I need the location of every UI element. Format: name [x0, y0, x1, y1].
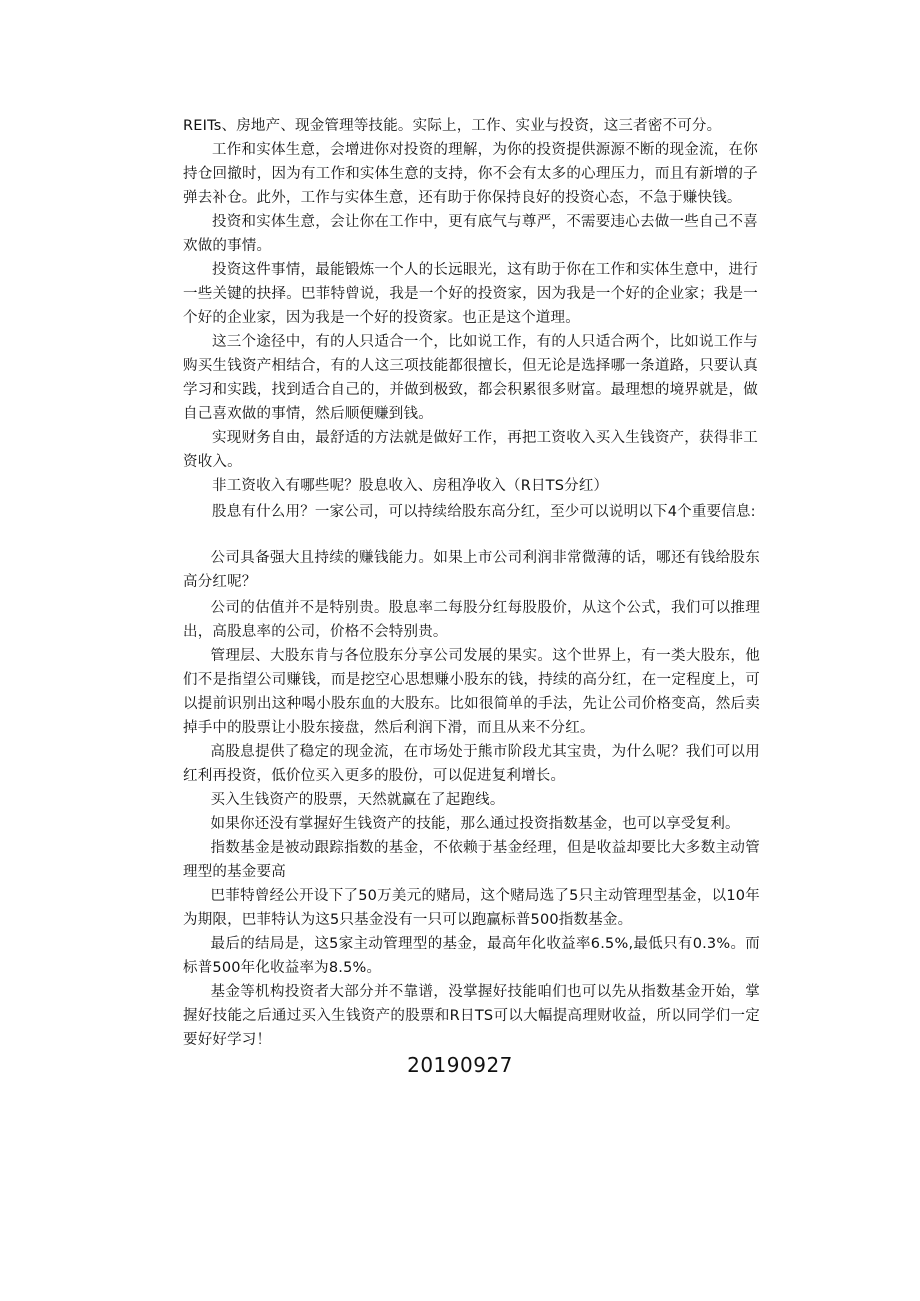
paragraph-three-paths: 这三个途径中，有的人只适合一个，比如说工作，有的人只适合两个，比如说工作与购买生钱资产相结合，有的人这三项技能都很擅长，但无论是选择哪一条道路，只要认真学习和实践，找到适合自己的，并做到极致，都会积累很多财富。最理想的境界就是，做自己喜欢做的事情，然后顺便赚到钱。 — [183, 334, 758, 422]
paragraph-financial-freedom: 实现财务自由，最舒适的方法就是做好工作，再把工资收入买入生钱资产，获得非工资收入。 — [183, 430, 758, 470]
paragraph-buffett-bet: 巴菲特曾经公开设下了50万美元的赌局，这个赌局选了5只主动管理型基金，以10年为期限，巴菲特认为这5只基金没有一只可以跑赢标普500指数基金。 — [183, 888, 760, 928]
paragraph-starting-line: 买入生钱资产的股票，天然就赢在了起跑线。 — [210, 792, 505, 808]
paragraph-management: 管理层、大股东肯与各位股东分享公司发展的果实。这个世界上，有一类大股东，他们不是指望公司赚钱，而是挖空心思想赚小股东的钱，持续的高分红，在一定程度上，可以提前识别出这种喝小股东血的大股东。比如很简单的手法，先让公司价格变高，然后卖掉手中的股票让小股东接盘，然后利润下滑，而且从来不分红。 — [183, 648, 760, 736]
paragraph-index-fund-definition: 指数基金是被动跟踪指数的基金，不依赖于基金经理，但是收益却要比大多数主动管理型的基金要高 — [183, 840, 760, 880]
paragraph-work-business: 工作和实体生意，会增进你对投资的理解，为你的投资提供源源不断的现金流，在你持仓回撤时，因为有工作和实体生意的支持，你不会有太多的心理压力，而且有新增的子弹去补仓。此外，工作与实体生意，还有助于你保持良好的投资心态，不急于赚快钱。 — [183, 142, 758, 206]
document-date: 20190927 — [407, 1053, 513, 1077]
paragraph-high-dividend-cashflow: 高股息提供了稳定的现金流，在市场处于熊市阶段尤其宝贵，为什么呢？我们可以用红利再投资，低价位买入更多的股份，可以促进复利增长。 — [183, 744, 760, 784]
paragraph-non-wage-income: 非工资收入有哪些呢？股息收入、房租净收入（R日TS分红） — [212, 478, 609, 494]
paragraph-valuation: 公司的估值并不是特别贵。股息率二每股分红每股股价，从这个公式，我们可以推理出，高股息率的公司，价格不会特别贵。 — [183, 600, 760, 640]
paragraph-earning-power: 公司具备强大且持续的赚钱能力。如果上市公司利润非常微薄的话，哪还有钱给股东高分红呢？ — [183, 550, 760, 590]
paragraph-investment-dignity: 投资和实体生意，会让你在工作中，更有底气与尊严，不需要违心去做一些自己不喜欢做的事情。 — [183, 214, 758, 254]
paragraph-long-term-view: 投资这件事情，最能锻炼一个人的长远眼光，这有助于你在工作和实体生意中，进行一些关键的抉择。巴菲特曾说，我是一个好的投资家，因为我是一个好的企业家；我是一个好的企业家，因为我是一个好的投资家。也正是这个道理。 — [183, 262, 758, 326]
paragraph-index-fund-compound: 如果你还没有掌握好生钱资产的技能，那么通过投资指数基金，也可以享受复利。 — [210, 816, 740, 832]
paragraph-bet-result: 最后的结局是，这5家主动管理型的基金，最高年化收益率6.5%,最低只有0.3%。而标普500年化收益率为8.5%。 — [183, 936, 760, 976]
paragraph-reits: REITs、房地产、现金管理等技能。实际上，工作、实业与投资，这三者密不可分。 — [183, 118, 722, 134]
paragraph-conclusion: 基金等机构投资者大部分并不靠谱，没掌握好技能咱们也可以先从指数基金开始，掌握好技能之后通过买入生钱资产的股票和R日TS可以大幅提高理财收益，所以同学们一定要好好学习！ — [183, 984, 760, 1048]
paragraph-dividend-use: 股息有什么用？一家公司，可以持续给股东高分红，至少可以说明以下4个重要信息: — [212, 504, 756, 520]
